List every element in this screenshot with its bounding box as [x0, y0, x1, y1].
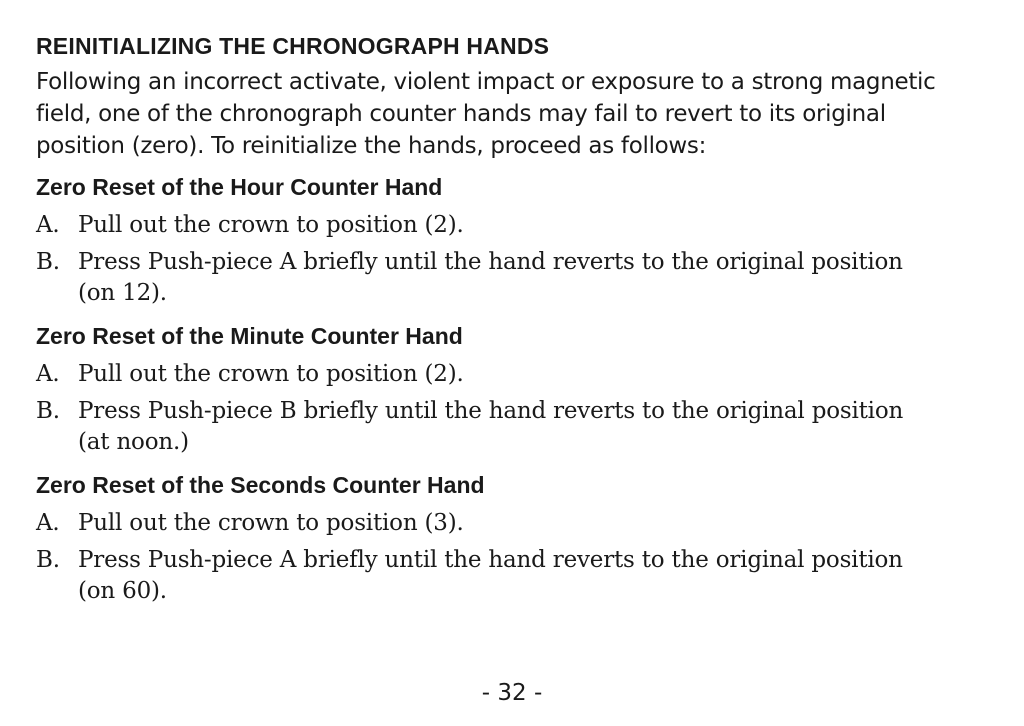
section-hour-counter: [36, 172, 996, 309]
step-item: [36, 247, 996, 309]
intro-paragraph: Following an incorrect activate, violent impact or exposure to a strong magnetic field, one of the chronograph counter hands may fail to revert to its original position (zero). To reinitialize the hands, proceed as follows:: [36, 69, 936, 159]
step-item: [36, 545, 996, 607]
step-text: Press Push-piece B briefly until the hand reverts to the original position (at noon.): [78, 398, 904, 455]
step-text: Press Push-piece A briefly until the hand reverts to the original position (on 12).: [78, 249, 903, 306]
step-text: Pull out the crown to position (2).: [78, 212, 464, 238]
step-text: Press Push-piece A briefly until the hand reverts to the original position (on 60).: [78, 547, 903, 604]
step-item: [36, 508, 996, 539]
step-text: Pull out the crown to position (2).: [78, 361, 464, 387]
step-list: [36, 210, 996, 309]
page-number: - 32 -: [481, 680, 543, 706]
step-item: [36, 359, 996, 390]
step-letter: B.: [36, 249, 60, 275]
section-seconds-counter: [36, 470, 996, 607]
step-letter: A.: [36, 212, 60, 238]
section-heading: Zero Reset of the Minute Counter Hand: [36, 323, 463, 349]
step-letter: A.: [36, 510, 60, 536]
step-item: [36, 210, 996, 241]
step-item: [36, 396, 996, 458]
step-letter: A.: [36, 361, 60, 387]
section-minute-counter: [36, 321, 996, 458]
manual-page: [36, 30, 996, 613]
step-letter: B.: [36, 398, 60, 424]
step-letter: B.: [36, 547, 60, 573]
step-text: Pull out the crown to position (3).: [78, 510, 464, 536]
step-list: [36, 508, 996, 607]
section-heading: Zero Reset of the Hour Counter Hand: [36, 174, 443, 200]
step-list: [36, 359, 996, 458]
page-title: REINITIALIZING THE CHRONOGRAPH HANDS: [36, 33, 550, 59]
section-heading: Zero Reset of the Seconds Counter Hand: [36, 472, 485, 498]
